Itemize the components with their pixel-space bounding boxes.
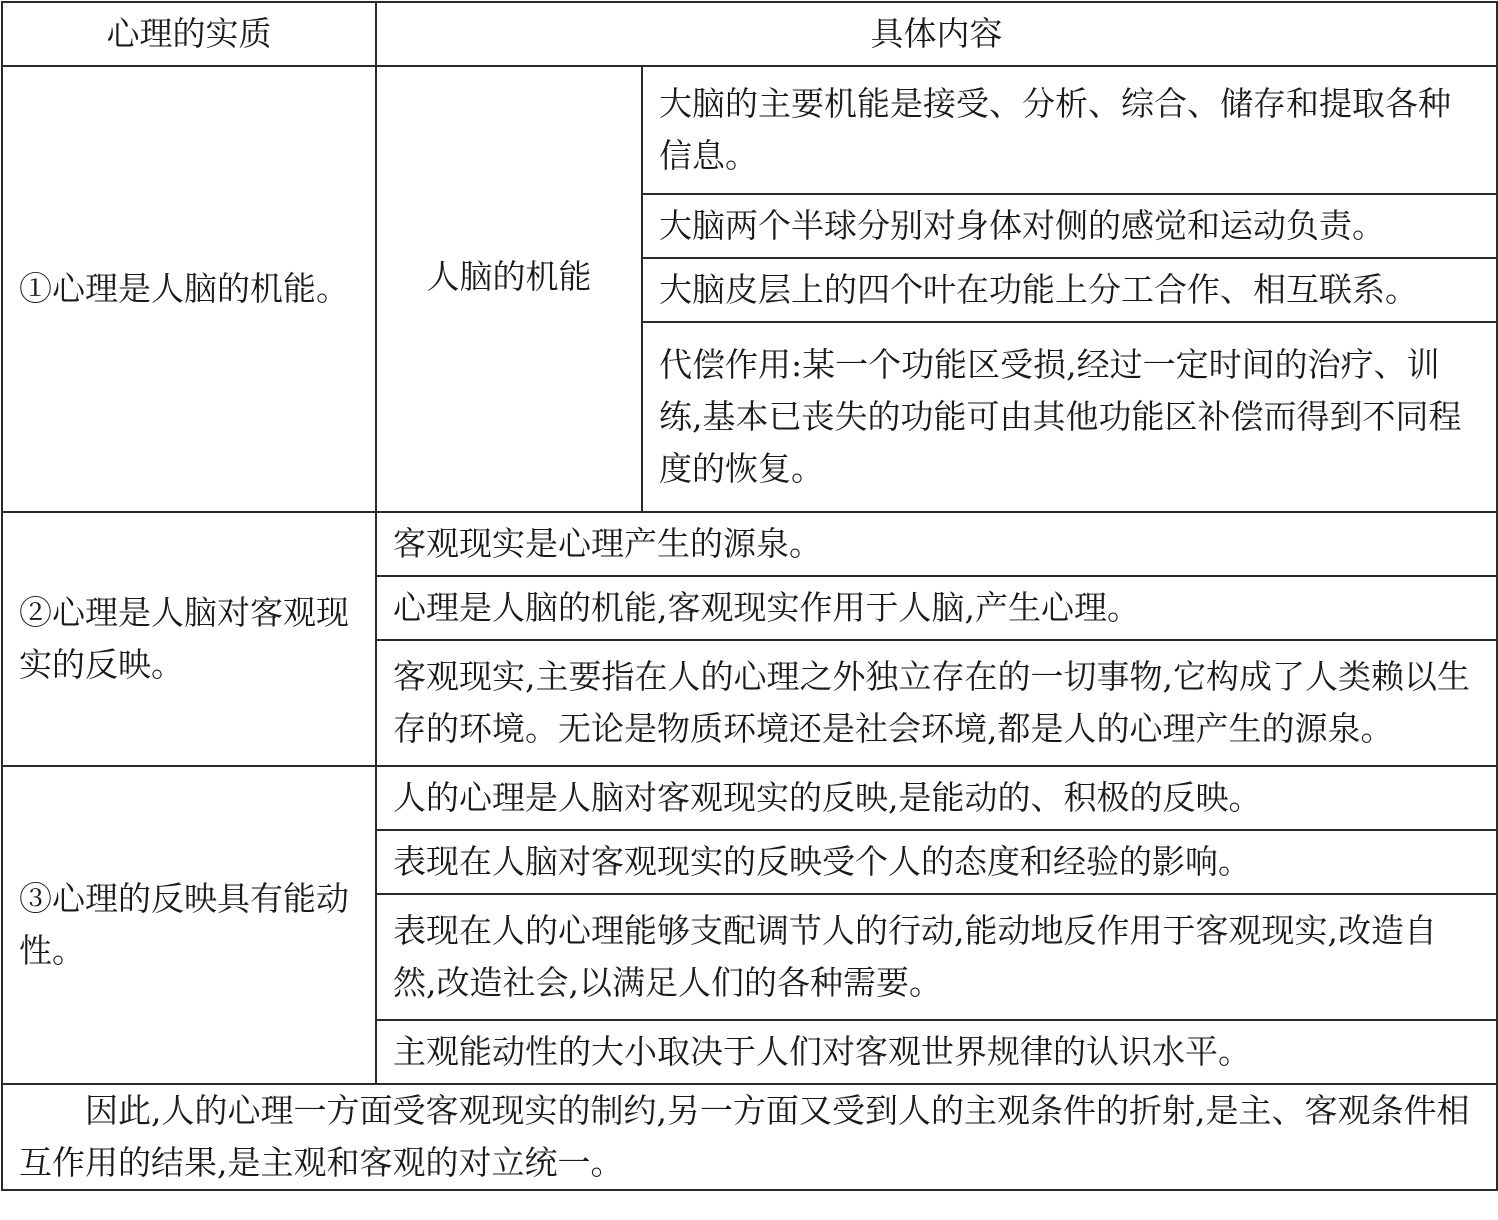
section1-item: 代偿作用:某一个功能区受损,经过一定时间的治疗、训练,基本已丧失的功能可由其他功能区补偿而得到不同程度的恢复。: [642, 322, 1497, 512]
header-essence: 心理的实质: [2, 2, 376, 66]
section1-item: 大脑皮层上的四个叶在功能上分工合作、相互联系。: [642, 258, 1497, 322]
table-row: [2, 66, 1497, 194]
section3-item: 人的心理是人脑对客观现实的反映,是能动的、积极的反映。: [376, 766, 1497, 830]
conclusion-text: 因此,人的心理一方面受客观现实的制约,另一方面又受到人的主观条件的折射,是主、客观条件相互作用的结果,是主观和客观的对立统一。: [2, 1084, 1497, 1190]
table-row: [2, 766, 1497, 830]
section2-item: 客观现实,主要指在人的心理之外独立存在的一切事物,它构成了人类赖以生存的环境。无论是物质环境还是社会环境,都是人的心理产生的源泉。: [376, 640, 1497, 766]
table-row: [2, 512, 1497, 576]
section1-item: 大脑两个半球分别对身体对侧的感觉和运动负责。: [642, 194, 1497, 258]
section1-sublabel: 人脑的机能: [376, 66, 642, 512]
section1-item: 大脑的主要机能是接受、分析、综合、储存和提取各种信息。: [642, 66, 1497, 194]
section2-item: 心理是人脑的机能,客观现实作用于人脑,产生心理。: [376, 576, 1497, 640]
header-content: 具体内容: [376, 2, 1497, 66]
section3-label: ③心理的反映具有能动性。: [2, 766, 376, 1084]
section3-item: 表现在人的心理能够支配调节人的行动,能动地反作用于客观现实,改造自然,改造社会,以满足人们的各种需要。: [376, 894, 1497, 1020]
section2-label: ②心理是人脑对客观现实的反映。: [2, 512, 376, 766]
table-header-row: [2, 2, 1497, 66]
section3-item: 主观能动性的大小取决于人们对客观世界规律的认识水平。: [376, 1020, 1497, 1084]
psychology-essence-table: [1, 1, 1498, 1191]
section3-item: 表现在人脑对客观现实的反映受个人的态度和经验的影响。: [376, 830, 1497, 894]
conclusion-row: [2, 1084, 1497, 1190]
section1-label: ①心理是人脑的机能。: [2, 66, 376, 512]
section2-item: 客观现实是心理产生的源泉。: [376, 512, 1497, 576]
